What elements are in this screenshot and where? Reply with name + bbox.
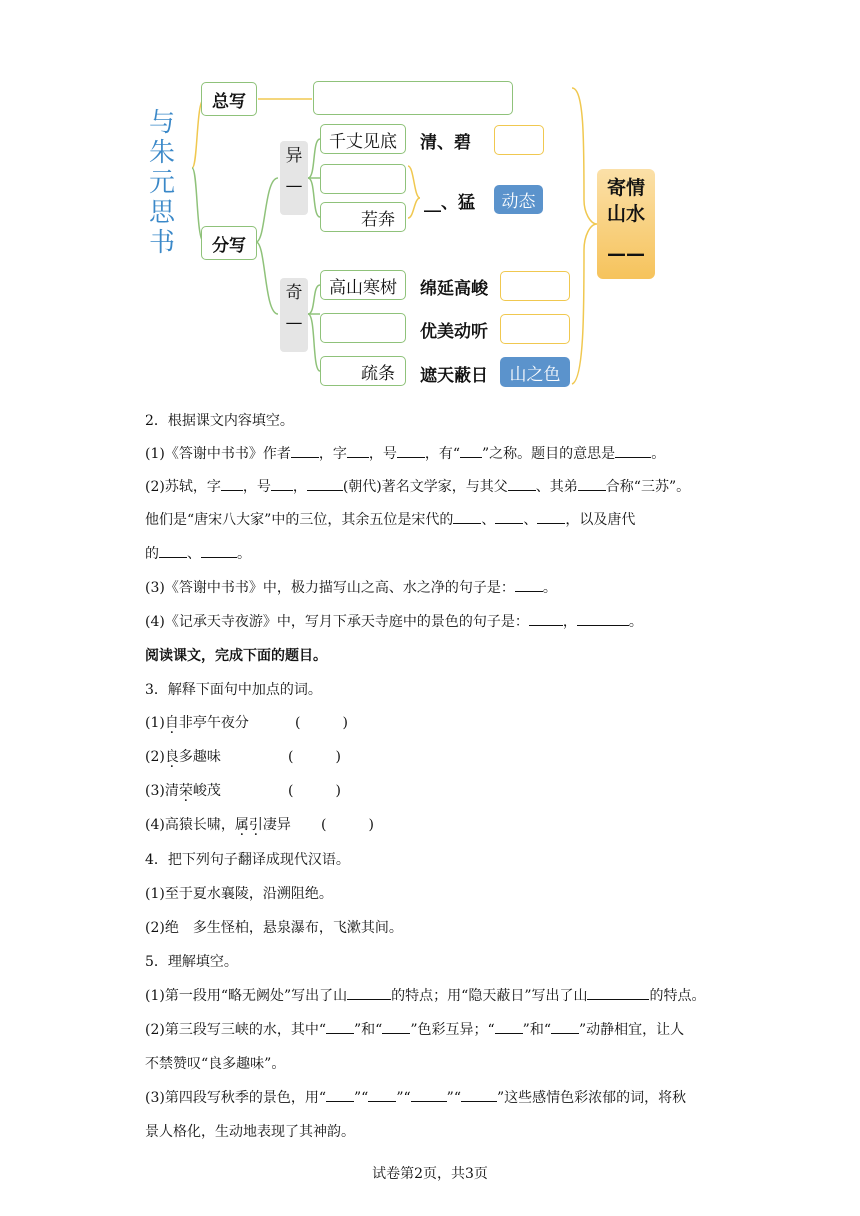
ruoben-node: 若奔 — [320, 202, 406, 232]
q5-2b-line: 不禁赞叹“良多趣味”。 — [145, 1056, 286, 1072]
qingbi-label: 清、碧 — [420, 133, 471, 153]
blank — [397, 443, 425, 458]
text-segment: ”这些感情色彩浓郁的词，将秋 — [496, 1090, 687, 1106]
q4-2-line: (2)绝 多生怪柏，悬泉瀑布，飞漱其间。 — [145, 920, 403, 936]
dotted-char: 荣 — [178, 783, 193, 799]
text-segment: 多趣味 — [178, 749, 221, 765]
blank — [201, 543, 237, 558]
text-segment: 。 — [651, 446, 666, 462]
q3-2-line — [145, 746, 341, 768]
text-segment: ”色彩互异；“ — [410, 1022, 495, 1038]
text-segment: (1)第一段用“略无阙处”写出了山 — [145, 988, 348, 1004]
text-segment: 、 — [481, 512, 496, 528]
blank — [529, 611, 563, 626]
text-segment: ”动静相宜，让人 — [578, 1022, 685, 1038]
blank — [326, 1019, 354, 1034]
text-segment: 。 — [542, 580, 557, 596]
q4-1-line: (1)至于夏水襄陵，沿溯阻绝。 — [145, 886, 333, 902]
jiqing-line1: 寄情 — [606, 177, 645, 199]
text-segment: 非亭午夜分 — [178, 715, 249, 731]
text-segment: 的 — [145, 546, 159, 562]
blank — [460, 443, 482, 458]
text-segment: (3)《答谢中书书》中，极力描写山之高、水之净的句子是： — [145, 580, 515, 596]
blank — [368, 1087, 396, 1102]
q2-2-line — [145, 476, 690, 498]
mianyan-blank-box — [500, 271, 570, 301]
title-char: 书 — [148, 228, 175, 258]
text-segment: 。 — [237, 546, 251, 562]
blank — [495, 509, 523, 524]
text-segment: 、 — [523, 512, 538, 528]
youmei-label: 优美动听 — [420, 322, 488, 342]
zhetian-label: 遮天蔽日 — [420, 366, 488, 386]
text-segment: 的特点。 — [649, 988, 706, 1004]
yi-label: 异 — [285, 146, 303, 166]
text-segment: 、其弟 — [535, 479, 578, 495]
youmei-blank-box — [500, 314, 570, 344]
q5-3b-line: 景人格化，生动地表现了其神韵。 — [145, 1124, 355, 1140]
blank — [495, 1019, 523, 1034]
text-segment: ”之称。题目的意思是 — [482, 446, 616, 462]
text-segment: ”和“ — [354, 1022, 383, 1038]
text-segment: ”和“ — [522, 1022, 551, 1038]
text-segment: ，号 — [368, 446, 397, 462]
text-segment: 、 — [187, 546, 201, 562]
jiqing-blank: —— — [607, 243, 645, 265]
jiqing-node — [597, 169, 655, 279]
text-segment: (4)《记承天寺夜游》中，写月下承天寺庭中的景色的句子是： — [145, 614, 529, 630]
shutiao-node: 疏条 — [320, 356, 406, 386]
q5-heading: 5．理解填空。 — [145, 954, 238, 970]
blank — [271, 476, 293, 491]
yi-blank-box — [320, 164, 406, 194]
text-segment: (3)清 — [145, 783, 179, 799]
dotted-char: 良 — [164, 749, 179, 765]
blank — [453, 509, 481, 524]
text-segment: ”“ — [446, 1090, 461, 1106]
meng-label: __、猛 — [424, 193, 475, 213]
blank — [291, 443, 319, 458]
text-segment: (朝代)著名文学家，与其父 — [342, 479, 508, 495]
zongxie-node: 总写 — [201, 82, 257, 116]
q4-heading: 4．把下列句子翻译成现代汉语。 — [145, 852, 350, 868]
blank — [347, 443, 369, 458]
title-char: 朱 — [148, 138, 175, 168]
zongxie-blank-box — [313, 81, 513, 115]
qi-label: 奇 — [285, 283, 303, 303]
q5-2-line — [145, 1019, 684, 1041]
blank — [347, 985, 391, 1000]
q2-2b-line — [145, 509, 635, 531]
shanzhise-tag: 山之色 — [500, 357, 570, 387]
text-segment: (1)《答谢中书书》作者 — [145, 446, 291, 462]
text-segment: ”“ — [354, 1090, 369, 1106]
dongtai-tag: 动态 — [494, 185, 543, 214]
text-segment: (2) — [145, 749, 165, 765]
q3-1-line — [145, 712, 348, 734]
dotted-char: 自 — [164, 715, 179, 731]
q3-4-line — [145, 814, 374, 836]
text-segment: ，号 — [242, 479, 271, 495]
blank — [326, 1087, 354, 1102]
blank — [577, 611, 629, 626]
text-segment: 的特点；用“隐天蔽日”写出了山 — [391, 988, 588, 1004]
q5-3-line — [145, 1087, 686, 1109]
text-segment: ，有“ — [424, 446, 461, 462]
answer-parens: ( ) — [288, 749, 341, 765]
blank — [587, 985, 649, 1000]
text-segment: (1) — [145, 715, 165, 731]
reading-heading: 阅读课文，完成下面的题目。 — [145, 648, 327, 664]
blank — [307, 476, 343, 491]
yi-node — [280, 141, 308, 215]
gaoshan-node: 高山寒树 — [320, 270, 406, 300]
q5-1-line — [145, 985, 705, 1007]
diagram-title — [146, 108, 178, 258]
qianzhang-node: 千丈见底 — [320, 124, 406, 154]
blank — [221, 476, 243, 491]
text-segment: 凄异 — [262, 817, 291, 833]
blank — [615, 443, 651, 458]
qi-dash: — — [285, 313, 303, 333]
text-segment: ， — [292, 479, 307, 495]
title-char: 思 — [148, 198, 175, 228]
mind-map-diagram — [0, 0, 860, 400]
jiqing-line2: 山水 — [606, 203, 645, 225]
answer-parens: ( ) — [295, 715, 348, 731]
q2-3-line — [145, 577, 557, 599]
q2-1-line — [145, 443, 665, 465]
text-segment: 他们是“唐宋八大家”中的三位，其余五位是宋代的 — [145, 512, 454, 528]
q2-heading: 2．根据课文内容填空。 — [145, 413, 294, 429]
dotted-char: 属 — [234, 817, 249, 833]
text-segment: (4)高猿长啸， — [145, 817, 235, 833]
q3-heading: 3．解释下面句中加点的词。 — [145, 682, 322, 698]
title-char: 与 — [148, 108, 175, 138]
fenxie-node: 分写 — [201, 226, 257, 260]
text-segment: (3)第四段写秋季的景色，用“ — [145, 1090, 326, 1106]
text-segment: 峻茂 — [192, 783, 221, 799]
page-footer: 试卷第2页，共3页 — [372, 1166, 488, 1182]
text-segment: ，字 — [318, 446, 347, 462]
text-segment: 合称“三苏”。 — [605, 479, 691, 495]
text-segment: ”“ — [396, 1090, 411, 1106]
text-segment: (2)第三段写三峡的水，其中“ — [145, 1022, 326, 1038]
text-segment: ，以及唐代 — [565, 512, 636, 528]
blank — [411, 1087, 447, 1102]
blank — [382, 1019, 410, 1034]
text-segment: (2)苏轼，字 — [145, 479, 221, 495]
q2-2c-line — [145, 543, 251, 565]
text-segment: ， — [562, 614, 577, 630]
blank — [551, 1019, 579, 1034]
mianyan-label: 绵延高峻 — [420, 279, 488, 299]
blank — [461, 1087, 497, 1102]
blank — [508, 476, 536, 491]
dotted-char: 引 — [248, 817, 263, 833]
blank — [578, 476, 606, 491]
yi-dash: — — [285, 176, 303, 196]
qi-node — [280, 278, 308, 352]
qingbi-blank-box — [494, 125, 544, 155]
qi-blank-box — [320, 313, 406, 343]
title-char: 元 — [148, 168, 175, 198]
blank — [159, 543, 187, 558]
q3-3-line — [145, 780, 341, 802]
answer-parens: ( ) — [321, 817, 374, 833]
blank — [515, 577, 543, 592]
q2-4-line — [145, 611, 643, 633]
answer-parens: ( ) — [288, 783, 341, 799]
blank — [537, 509, 565, 524]
text-segment: 。 — [628, 614, 643, 630]
